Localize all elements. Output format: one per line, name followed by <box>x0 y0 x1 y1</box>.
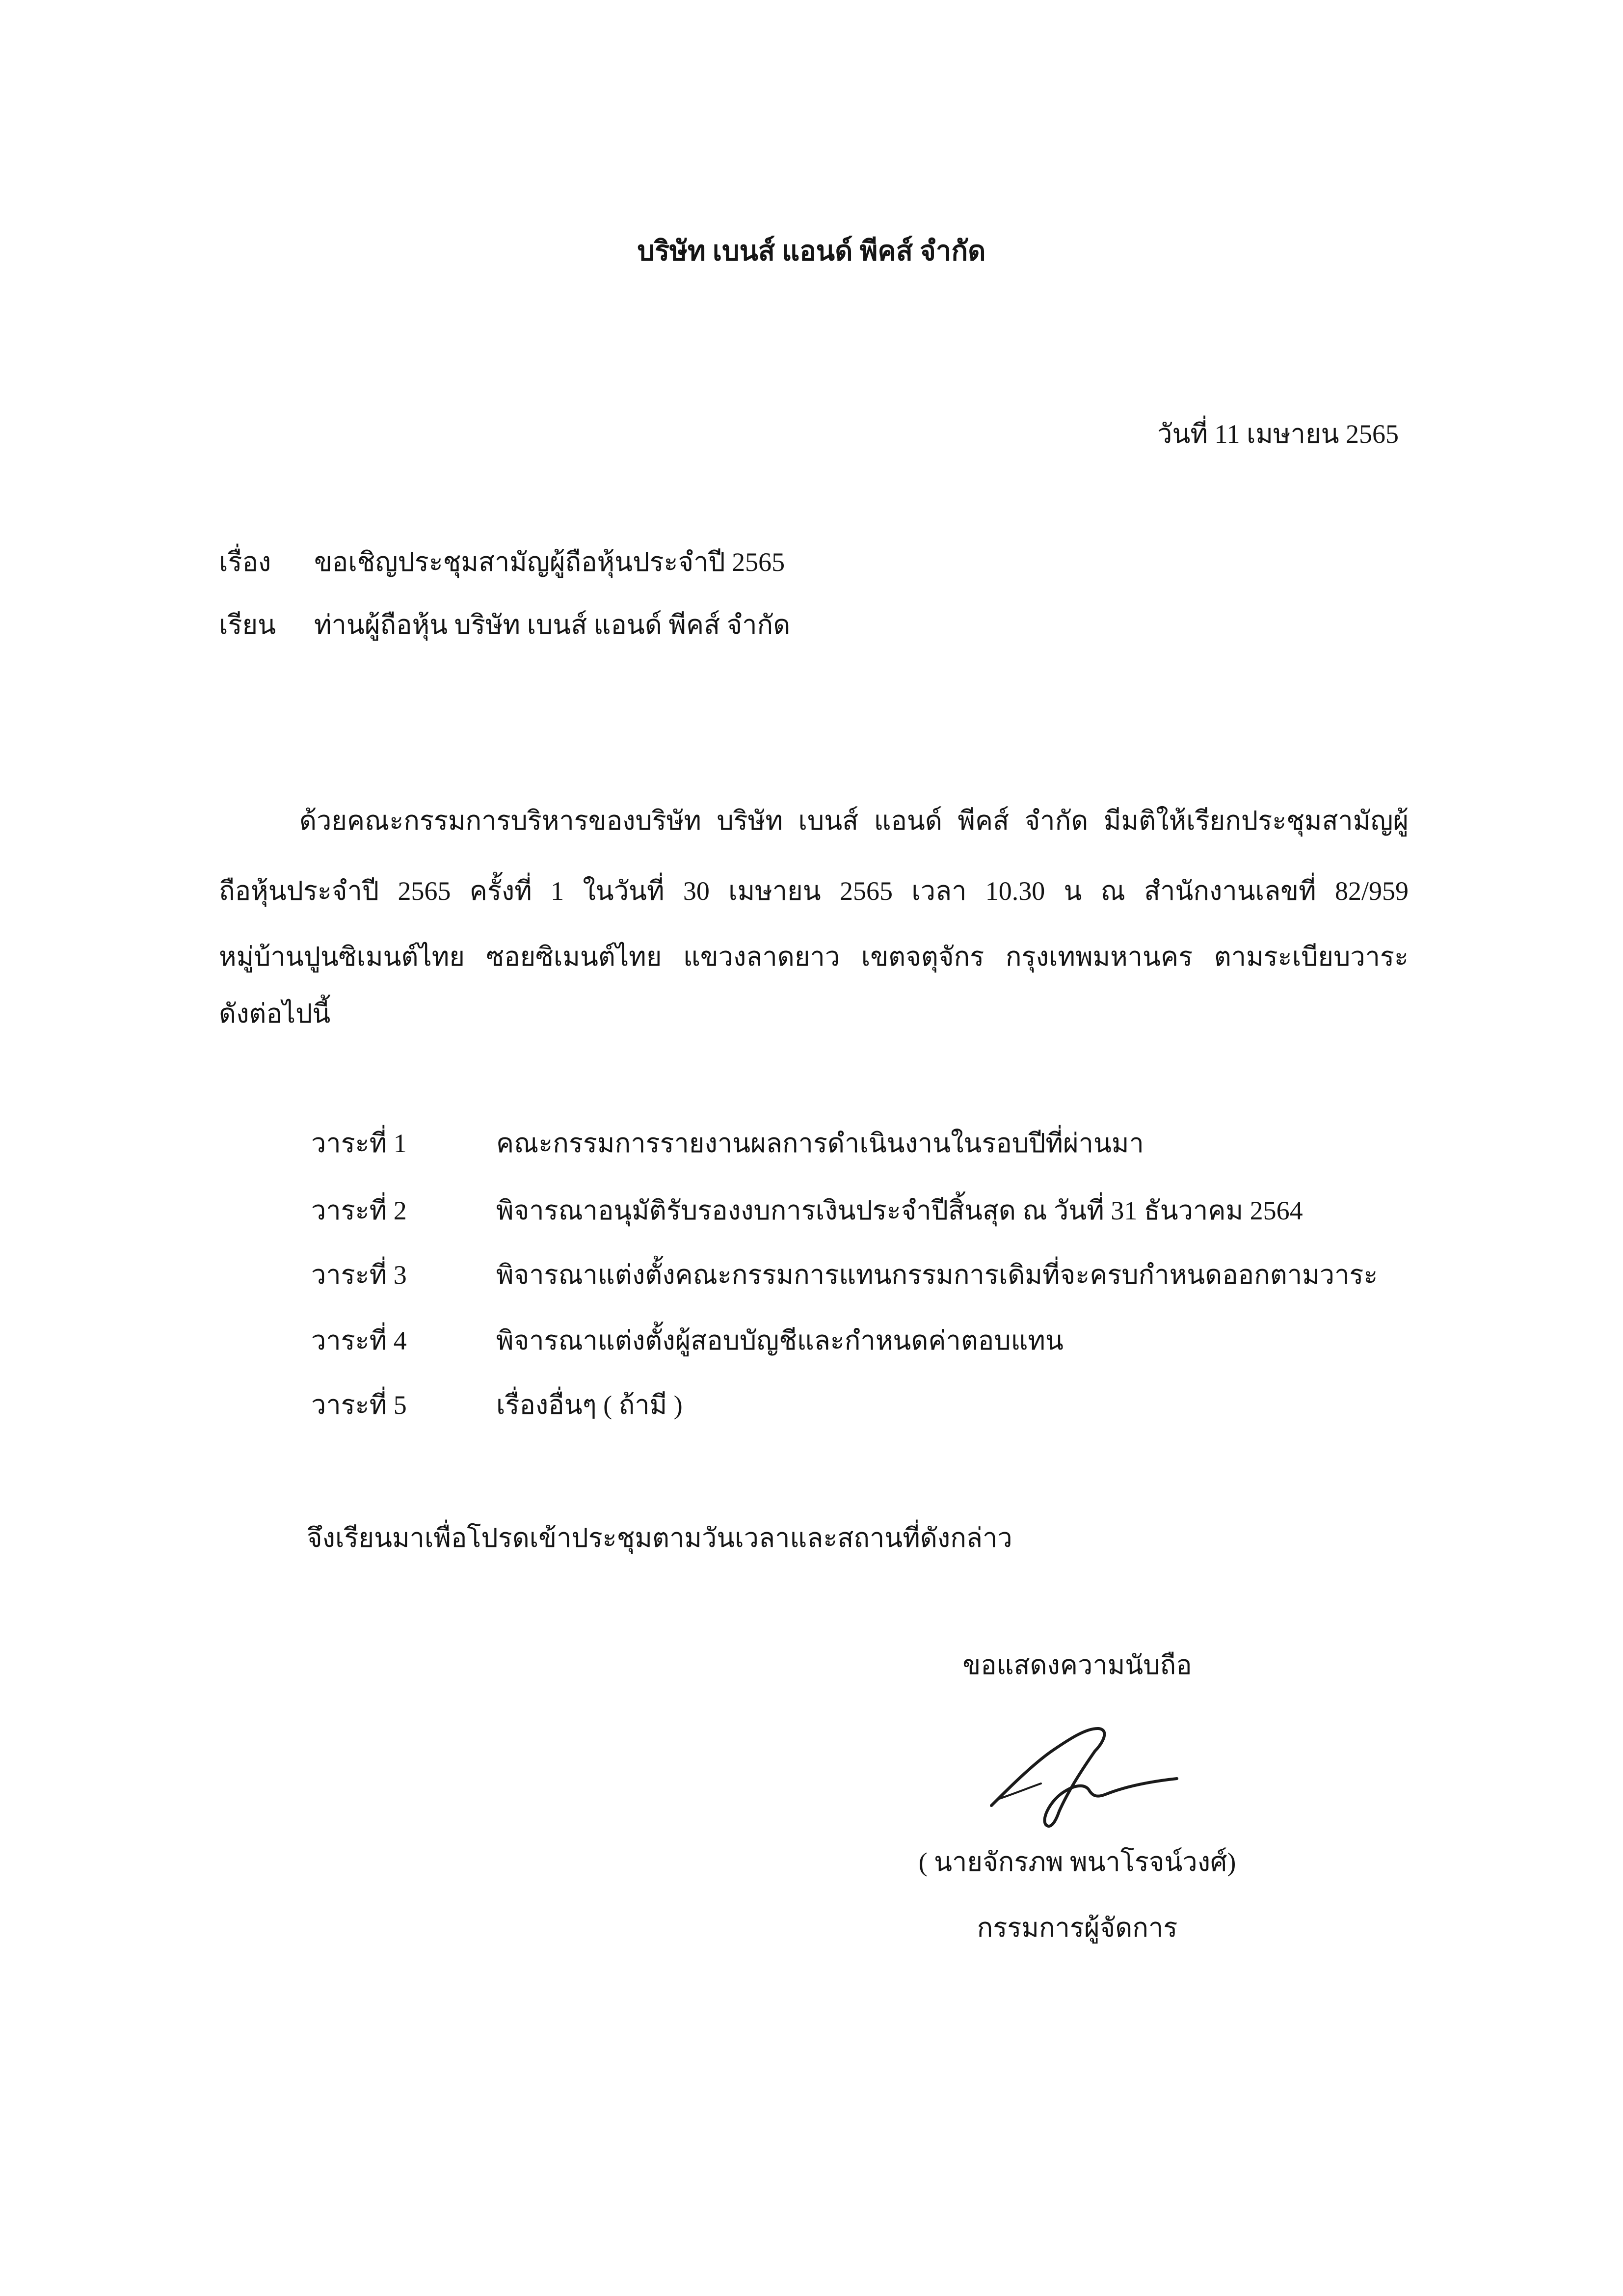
agenda-text: พิจารณาแต่งตั้งคณะกรรมการแทนกรรมการเดิมที่จะครบกำหนดออกตามวาระ <box>496 1260 1378 1290</box>
body-line: ด้วยคณะกรรมการบริหารของบริษัท บริษัท เบนส์ แอนด์ พีคส์ จำกัด มีมติให้เรียกประชุมสามัญผู้ <box>299 806 1409 836</box>
closing-sentence: จึงเรียนมาเพื่อโปรดเข้าประชุมตามวันเวลาและสถานที่ดังกล่าว <box>307 1523 1012 1553</box>
sign-off: ขอแสดงความนับถือ <box>962 1650 1192 1680</box>
signatory-name: ( นายจักรภพ พนาโรจน์วงศ์) <box>918 1847 1236 1877</box>
handwritten-signature <box>978 1721 1190 1838</box>
agenda-text: คณะกรรมการรายงานผลการดำเนินงานในรอบปีที่ผ่านมา <box>496 1129 1144 1158</box>
body-line: หมู่บ้านปูนซิเมนต์ไทย ซอยซิเมนต์ไทย แขวงลาดยาว เขตจตุจักร กรุงเทพมหานคร ตามระเบียบวาระ <box>219 942 1409 972</box>
subject-label: เรื่อง <box>219 547 271 577</box>
recipient-label: เรียน <box>219 610 276 640</box>
agenda-text: พิจารณาแต่งตั้งผู้สอบบัญชีและกำหนดค่าตอบแทน <box>496 1326 1064 1355</box>
letter-date: วันที่ 11 เมษายน 2565 <box>1157 419 1399 449</box>
subject-text: ขอเชิญประชุมสามัญผู้ถือหุ้นประจำปี 2565 <box>314 547 785 577</box>
agenda-label: วาระที่ 5 <box>311 1390 407 1420</box>
agenda-label: วาระที่ 4 <box>311 1326 407 1355</box>
body-line: ถือหุ้นประจำปี 2565 ครั้งที่ 1 ในวันที่ 30 เมษายน 2565 เวลา 10.30 น ณ สำนักงานเลขที่ 82/959 <box>219 876 1409 906</box>
company-header: บริษัท เบนส์ แอนด์ พีคส์ จำกัด <box>637 236 986 267</box>
agenda-text: พิจารณาอนุมัติรับรองงบการเงินประจำปีสิ้นสุด ณ วันที่ 31 ธันวาคม 2564 <box>496 1196 1303 1225</box>
body-line: ดังต่อไปนี้ <box>219 999 331 1028</box>
signatory-title: กรรมการผู้จัดการ <box>977 1913 1178 1943</box>
agenda-label: วาระที่ 3 <box>311 1260 407 1290</box>
agenda-label: วาระที่ 1 <box>311 1129 407 1158</box>
recipient-text: ท่านผู้ถือหุ้น บริษัท เบนส์ แอนด์ พีคส์ จำกัด <box>314 610 791 640</box>
agenda-label: วาระที่ 2 <box>311 1196 407 1225</box>
agenda-text: เรื่องอื่นๆ ( ถ้ามี ) <box>496 1390 683 1420</box>
